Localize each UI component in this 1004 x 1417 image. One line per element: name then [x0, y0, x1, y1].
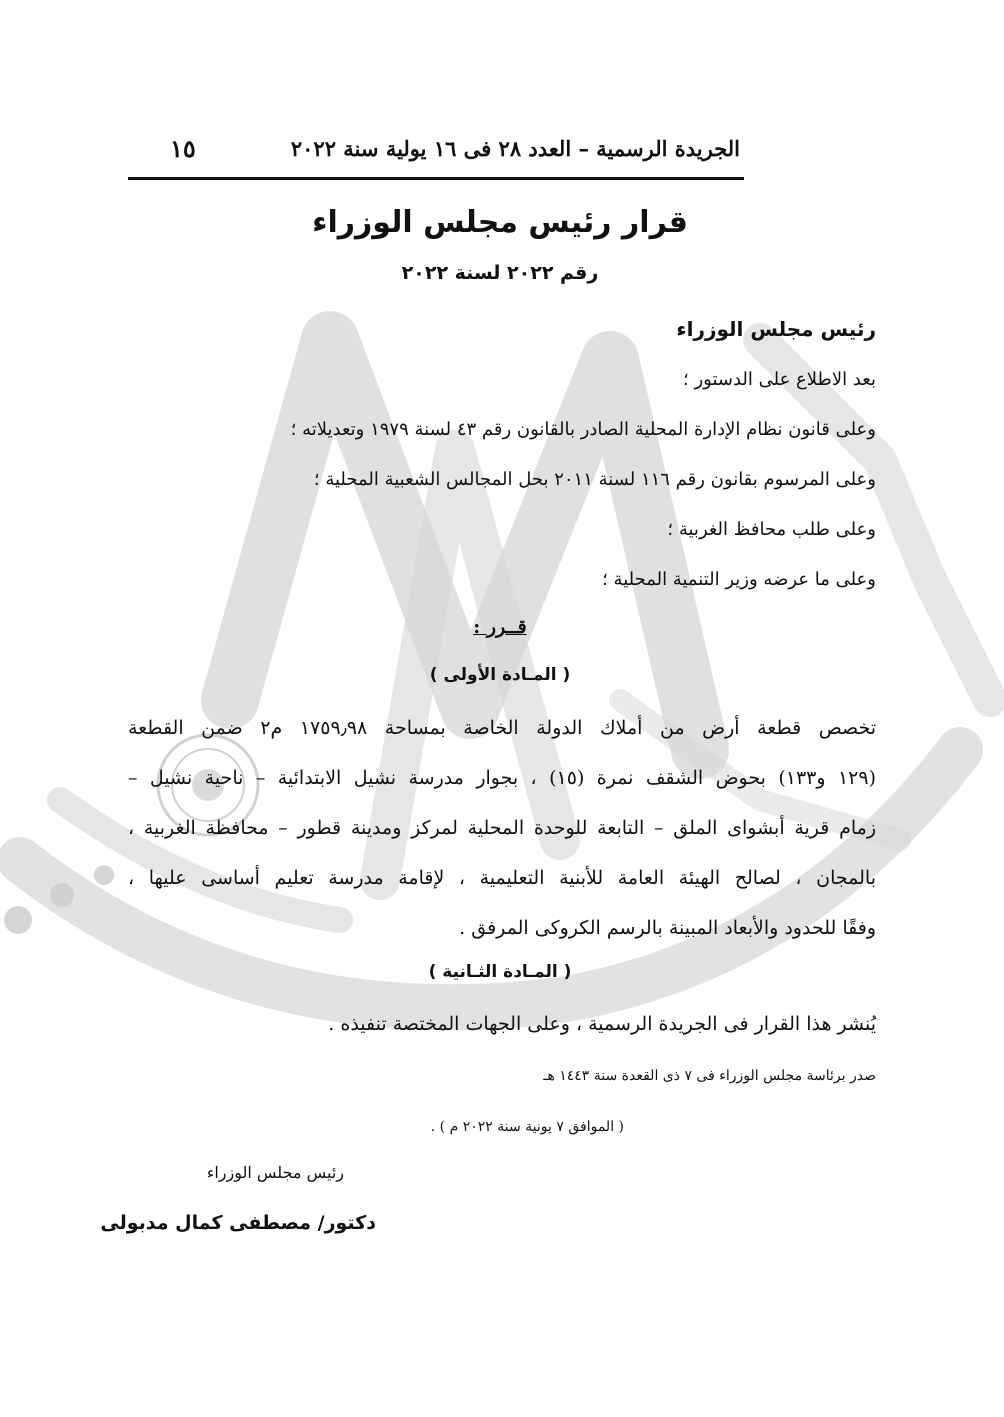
article-two-heading: ( المـادة الثـانية ): [428, 962, 572, 982]
article-one-heading: ( المـادة الأولى ): [429, 665, 571, 685]
signature-name: دكتور/ مصطفى كمال مدبولى: [100, 1212, 376, 1234]
preamble-heading: رئيس مجلس الوزراء: [676, 317, 876, 341]
article-one-line: وفقًا للحدود والأبعاد المبينة بالرسم الكروكى المرفق .: [459, 917, 876, 939]
decided-label: قــرر :: [473, 616, 527, 638]
issued-date-gregorian: ( الموافق ٧ يونية سنة ٢٠٢٢ م ) .: [430, 1119, 624, 1135]
header-divider: [128, 177, 744, 180]
preamble-line: وعلى ما عرضه وزير التنمية المحلية ؛: [602, 569, 876, 590]
article-one-line: تخصص قطعة أرض من أملاك الدولة الخاصة بمساحة ١٧٥٩٫٩٨ م٢ ضمن القطعة: [128, 717, 876, 739]
gazette-title: الجريدة الرسمية – العدد ٢٨ فى ١٦ يولية سنة ٢٠٢٢: [290, 135, 740, 161]
article-one-line: زمام قرية أبشواى الملق – التابعة للوحدة المحلية لمركز ومدينة قطور – محافظة الغربية ،: [128, 817, 876, 839]
preamble-line: بعد الاطلاع على الدستور ؛: [683, 369, 876, 390]
article-one-line: بالمجان ، لصالح الهيئة العامة للأبنية التعليمية ، لإقامة مدرسة تعليم أساسى عليها ،: [128, 867, 876, 889]
preamble-line: وعلى قانون نظام الإدارة المحلية الصادر بالقانون رقم ٤٣ لسنة ١٩٧٩ وتعديلاته ؛: [290, 419, 876, 440]
page-number: ١٥: [170, 133, 196, 163]
preamble-line: وعلى المرسوم بقانون رقم ١١٦ لسنة ٢٠١١ بحل المجالس الشعبية المحلية ؛: [313, 469, 876, 490]
issued-date-hijri: صدر برئاسة مجلس الوزراء فى ٧ ذى القعدة سنة ١٤٤٣ هـ: [543, 1068, 876, 1084]
signature-title: رئيس مجلس الوزراء: [206, 1163, 344, 1182]
article-two-text: يُنشر هذا القرار فى الجريدة الرسمية ، وعلى الجهات المختصة تنفيذه .: [328, 1013, 876, 1035]
article-one-line: (١٢٩ و١٣٣) بحوض الشقف نمرة (١٥) ، بجوار مدرسة نشيل الابتدائية – ناحية نشيل –: [128, 767, 876, 789]
preamble-line: وعلى طلب محافظ الغربية ؛: [667, 519, 876, 540]
page-header: [130, 128, 740, 168]
decree-title: قرار رئيس مجلس الوزراء: [312, 205, 688, 240]
decree-number: رقم ٢٠٢٢ لسنة ٢٠٢٢: [401, 262, 599, 284]
